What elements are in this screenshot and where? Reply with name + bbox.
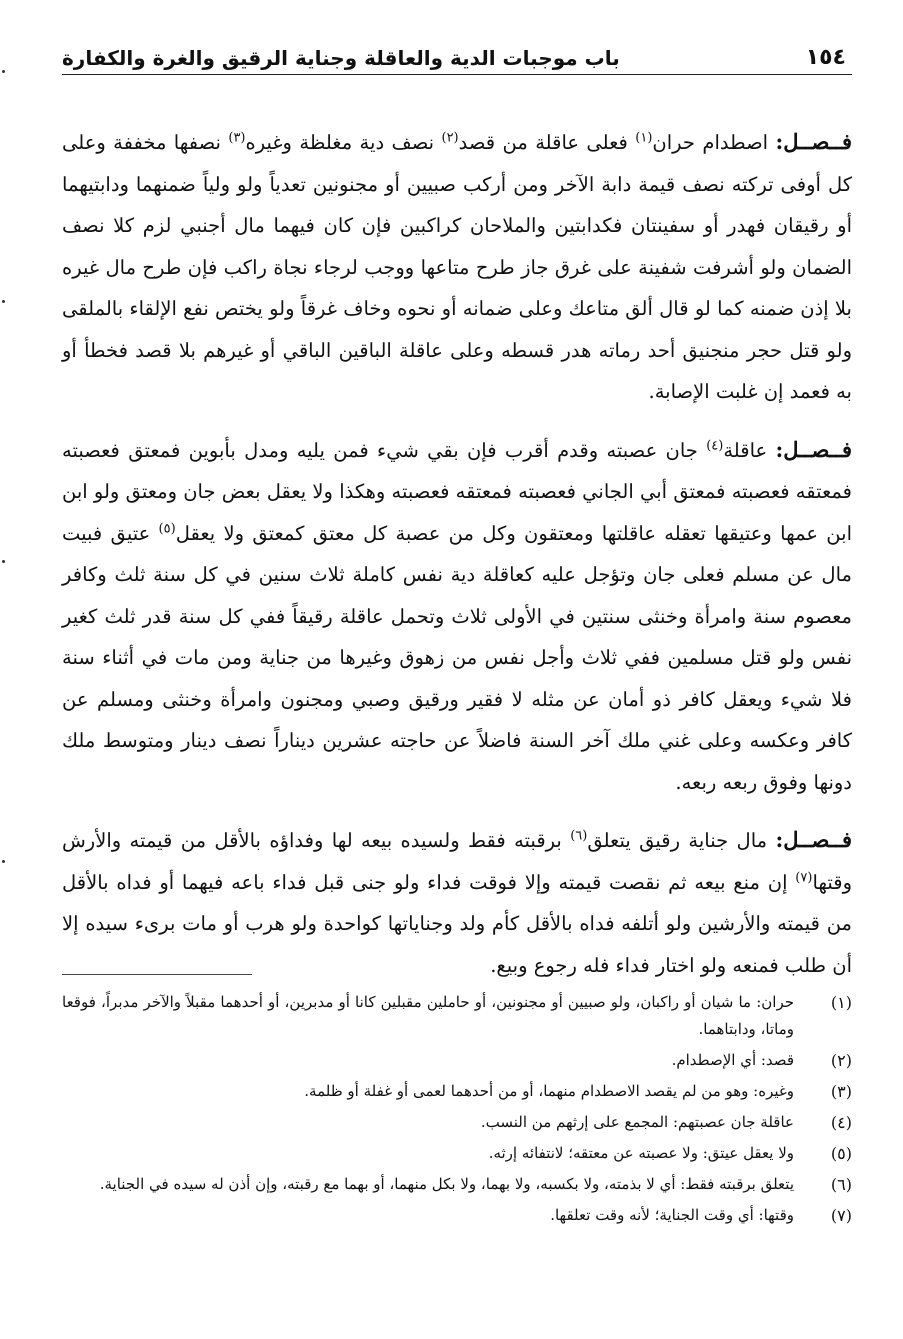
footnote-ref[interactable]: (٧) [795, 870, 813, 885]
text-run: جان عصبته وقدم أقرب فإن بقي شيء فمن يليه ومدل بأبوين فمعتق فعصبته فمعتقه فعصبته فمعتق أبي الجاني فعصبته فمعتقه فعصبته وهكذا ولا يعقل بعض جان ومعتق ولو ابن ابن عمها وعتيقها تعقله عاقلتها ومعتقون وكل من عصبة كل معتق كمعتق ولا يعقل [62, 438, 852, 545]
text-run: عاقلة [723, 438, 768, 462]
scan-edge-mark [2, 300, 5, 303]
running-header [62, 28, 852, 75]
footnote-number: (١) [830, 993, 852, 1012]
footnote-ref[interactable]: (٤) [706, 438, 724, 453]
text-run: عتيق فبيت مال عن مسلم فعلى جان وتؤجل عليه كعاقلة دية نفس كاملة ثلاث سنين في كل سنة ثلث وكافر معصوم سنة وامرأة وخنثى سنتين في الأولى ثلاث وتحمل عاقلة رقيقاً ففي كل سنة قدر ثلث كغير نفس ولو قتل مسلمين ففي ثلاث وأجل نفس من زهوق وغيرها من جناية ومن مات في أثناء سنة فلا شيء ويعقل كافر ذو أمان عن مثله لا فقير ورقيق وصبي ومجنون وامرأة وخنثى ومسلم عن كافر وعكسه وعلى غني ملك آخر السنة فاضلاً عن حاجته عشرين ديناراً نصف دينار ومتوسط ملك دونها وفوق ربعه ربعه. [62, 521, 852, 794]
footnote-item [62, 1202, 852, 1229]
footnote-number: (٣) [830, 1082, 852, 1101]
text-run: فعلى عاقلة من قصد [458, 131, 636, 154]
scan-edge-mark [2, 560, 5, 563]
footnote-item [62, 1109, 852, 1136]
section-heading: فــصــل: [775, 436, 852, 462]
footnote-item [62, 1171, 852, 1198]
scan-edge-mark [2, 70, 5, 73]
footnote-separator [62, 974, 252, 975]
footnote-number: (٧) [830, 1206, 852, 1225]
footnote-ref[interactable]: (١) [635, 130, 653, 146]
footnotes [62, 974, 852, 1233]
scan-edge-mark [2, 860, 5, 863]
footnote-item [62, 989, 852, 1043]
footnote-number: (٥) [830, 1144, 852, 1163]
footnote-ref[interactable]: (٦) [570, 828, 588, 844]
section-paragraph [62, 429, 852, 804]
page-content [62, 28, 852, 1002]
footnote-ref[interactable]: (٥) [158, 521, 176, 536]
section-paragraph [62, 819, 852, 986]
footnote-ref[interactable]: (٢) [441, 130, 459, 146]
footnote-text: حران: ما شيان أو راكبان، ولو صبيين أو مجنونين، أو حاملين مقبلين كانا أو مدبرين، أو أحدهما مقبلاً والآخر مدبراً، فوقعا وماتا، ودابتاهما. [62, 993, 794, 1038]
footnote-text: وغيره: وهو من لم يقصد الاصطدام منهما، أو من أحدهما لعمى أو غفلة أو ظلمة. [304, 1082, 794, 1100]
page-number: ١٥٤ [805, 45, 846, 70]
footnote-ref[interactable]: (٣) [228, 130, 246, 146]
footnote-number: (٤) [830, 1113, 852, 1132]
section-paragraph [62, 121, 852, 413]
text-run: اصطدام حران [652, 131, 769, 154]
footnote-text: يتعلق برقبته فقط: أي لا بذمته، ولا بكسبه، ولا بهما، ولا بكل منهما، أو بهما مع رقبته، وإن أذن له سيده في الجناية. [99, 1175, 794, 1193]
text-run: مال جناية رقيق يتعلق [587, 829, 768, 852]
footnote-number: (٦) [830, 1175, 852, 1194]
footnote-item [62, 1047, 852, 1074]
text-run: نصفها مخففة وعلى كل أوفى تركته نصف قيمة دابة الآخر ومن أركب صبيين أو مجنونين تعدياً ولو ولياً ضمنهما ودابتيهما أو رقيقان فهدر أو سفينتان فكدابتين والملاحان كراكبين فإن كان فيهما مال أجنبي لزم كلا نصف الضمان ولو أشرفت شفينة على غرق جاز طرح متاعها ووجب لرجاء نجاة راكب فإن طرح مال غيره بلا إذن ضمنه كما لو قال ألق متاعك وعلى ضمانه أو نحوه وخاف غرقاً ولو يختص نفع الإلقاء بالملقى ولو قتل حجر منجنيق أحد رماته هدر قسطه وعلى عاقلة الباقين الباقي أو غيرهم بلا قصد فخطأ أو به فعمد إن غلبت الإصابة. [62, 131, 852, 403]
text-run: نصف دية مغلظة وغيره [245, 131, 442, 154]
footnote-text: ولا يعقل عيتق: ولا عصبته عن معتقه؛ لانتفائه إرثه. [488, 1144, 794, 1162]
section-heading: فــصــل: [775, 827, 852, 852]
main-text [62, 121, 852, 986]
footnote-number: (٢) [830, 1051, 852, 1070]
text-run: إن منع بيعه ثم نقصت قيمته وإلا فوقت فداء ولو جنى قبل فداء باعه فيهما أو فداه بالأقل من قيمته والأرشين ولو أتلفه فداه بالأقل كأم ولد وجناياتها كواحدة ولو هرب أو مات برىء سيده إلا أن طلب فمنعه ولو اختار فداء فله رجوع وبيع. [62, 870, 852, 977]
footnote-item [62, 1078, 852, 1105]
footnote-text: قصد: أي الإصطدام. [671, 1051, 794, 1069]
footnote-text: عاقلة جان عصبتهم: المجمع على إرثهم من النسب. [480, 1113, 794, 1131]
section-heading: فــصــل: [775, 129, 853, 154]
text-run: برقبته فقط ولسيده بيعه لها وفداؤه بالأقل من قيمته والأرش وقتها [62, 829, 852, 894]
footnote-item [62, 1140, 852, 1167]
footnote-text: وقتها: أي وقت الجناية؛ لأنه وقت تعلقها. [550, 1206, 794, 1224]
running-title: باب موجبات الدية والعاقلة وجناية الرقيق والغرة والكفارة [62, 46, 620, 70]
